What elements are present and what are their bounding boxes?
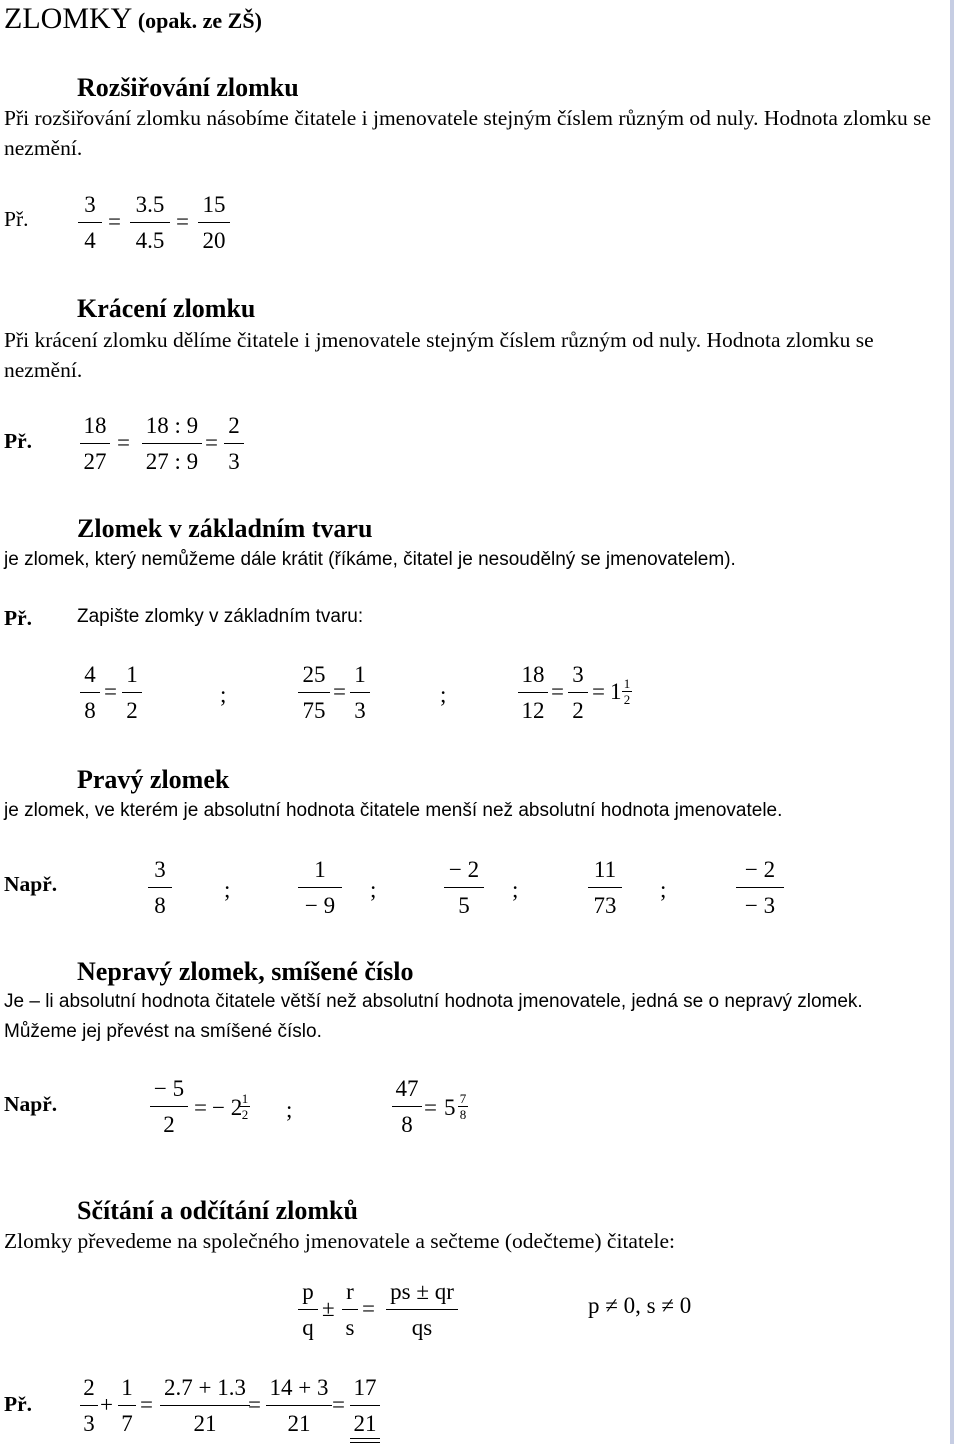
formula-condition: p ≠ 0, s ≠ 0 <box>588 1293 692 1318</box>
fraction: p q <box>298 1280 318 1339</box>
equals-sign: = <box>176 209 189 234</box>
heading-rozsirovani: Rozšiřování zlomku <box>77 73 299 102</box>
separator: ; <box>286 1097 293 1122</box>
fraction: ps ± qr qs <box>386 1280 458 1339</box>
equals-sign: = <box>592 679 605 704</box>
separator: ; <box>220 682 227 707</box>
separator: ; <box>512 877 519 902</box>
equals-sign: = <box>332 1392 345 1417</box>
fraction: 25 75 <box>298 663 330 722</box>
fraction: 2 3 <box>80 1376 98 1435</box>
text-kraceni: Při krácení zlomku dělíme čitatele i jmenovatele stejným číslem různým od nuly. Hodnota zlomku se nezmění. <box>4 328 874 382</box>
fraction: 3 8 <box>148 858 172 917</box>
fraction: r s <box>342 1280 358 1339</box>
fraction: 1 3 <box>350 663 370 722</box>
fraction: 11 73 <box>588 858 622 917</box>
mixed-whole: 5 <box>444 1095 456 1120</box>
equals-sign: = <box>108 209 121 234</box>
fraction-small: 1 2 <box>241 1091 249 1122</box>
separator: ; <box>370 877 377 902</box>
page-title <box>4 2 262 36</box>
task-text: Zapište zlomky v základním tvaru: <box>77 606 364 627</box>
equals-sign: = <box>104 679 117 704</box>
example-label: Např. <box>4 1092 58 1116</box>
result-fraction: 17 21 <box>350 1376 380 1443</box>
fraction: 47 8 <box>392 1077 422 1136</box>
fraction: 14 + 3 21 <box>266 1376 332 1435</box>
equals-sign: = <box>248 1392 261 1417</box>
separator: ; <box>660 877 667 902</box>
fraction: 1 7 <box>118 1376 136 1435</box>
fraction: 1 − 9 <box>298 858 342 917</box>
equals-sign: = <box>424 1095 437 1120</box>
fraction: 4 8 <box>80 663 100 722</box>
equals-sign: = <box>205 430 218 455</box>
text-rozsirovani: Při rozšiřování zlomku násobíme čitatele i jmenovatele stejným číslem různým od nuly. Hodnota zlomku se nezmění. <box>4 106 932 160</box>
example-label: Př. <box>4 606 33 630</box>
heading-zakladni-tvar: Zlomek v základním tvaru <box>77 514 373 543</box>
text-pravy-zlomek: je zlomek, ve kterém je absolutní hodnota čitatele menší než absolutní hodnota jmenovatele. <box>4 800 783 821</box>
equals-sign: = <box>194 1095 207 1120</box>
fraction: 18 : 9 27 : 9 <box>142 414 202 473</box>
fraction: 1 2 <box>122 663 142 722</box>
fraction: − 2 5 <box>444 858 484 917</box>
equals-sign: = <box>117 430 130 455</box>
fraction: − 2 − 3 <box>736 858 784 917</box>
text-scitani: Zlomky převedeme na společného jmenovatele a sečteme (odečteme) čitatele: <box>4 1229 675 1253</box>
fraction: 3.5 4.5 <box>130 193 170 252</box>
fraction: 15 20 <box>198 193 230 252</box>
heading-pravy-zlomek: Pravý zlomek <box>77 765 230 794</box>
fraction: − 5 2 <box>150 1077 188 1136</box>
fraction: 18 27 <box>80 414 110 473</box>
equals-sign: = <box>551 679 564 704</box>
equals-sign: = <box>140 1392 153 1417</box>
heading-nepravy-zlomek: Nepravý zlomek, smíšené číslo <box>77 957 414 986</box>
equals-sign: = <box>333 679 346 704</box>
heading-scitani: Sčítání a odčítání zlomků <box>77 1196 358 1225</box>
plus-minus-sign: ± <box>322 1296 335 1321</box>
fraction-small: 7 8 <box>459 1091 467 1122</box>
fraction: 3 2 <box>568 663 588 722</box>
fraction: 3 4 <box>78 193 102 252</box>
mixed-whole: 1 <box>610 679 622 704</box>
separator: ; <box>224 877 231 902</box>
example-label: Př. <box>4 1392 33 1416</box>
separator: ; <box>440 682 447 707</box>
heading-kraceni: Krácení zlomku <box>77 294 256 323</box>
title-sub: (opak. ze ZŠ) <box>132 8 262 33</box>
fraction-small: 1 2 <box>623 676 631 707</box>
example-label: Př. <box>4 207 29 231</box>
text-nepravy-zlomek: Je – li absolutní hodnota čitatele větší než absolutní hodnota jmenovatele, jedná se o nepravý zlomek. Můžeme jej převést na smíšené číslo. <box>4 991 863 1042</box>
page-edge-bar <box>950 0 954 1444</box>
equals-sign: = <box>362 1296 375 1321</box>
mixed-whole: − 2 <box>212 1095 243 1120</box>
example-label: Př. <box>4 429 33 453</box>
fraction: 2.7 + 1.3 21 <box>160 1376 250 1435</box>
title-main: ZLOMKY <box>4 2 133 35</box>
plus-sign: + <box>100 1392 113 1417</box>
fraction: 18 12 <box>518 663 548 722</box>
text-zakladni-tvar: je zlomek, který nemůžeme dále krátit (říkáme, čitatel je nesoudělný se jmenovatelem). <box>4 549 736 570</box>
example-label: Např. <box>4 872 58 896</box>
fraction: 2 3 <box>224 414 244 473</box>
